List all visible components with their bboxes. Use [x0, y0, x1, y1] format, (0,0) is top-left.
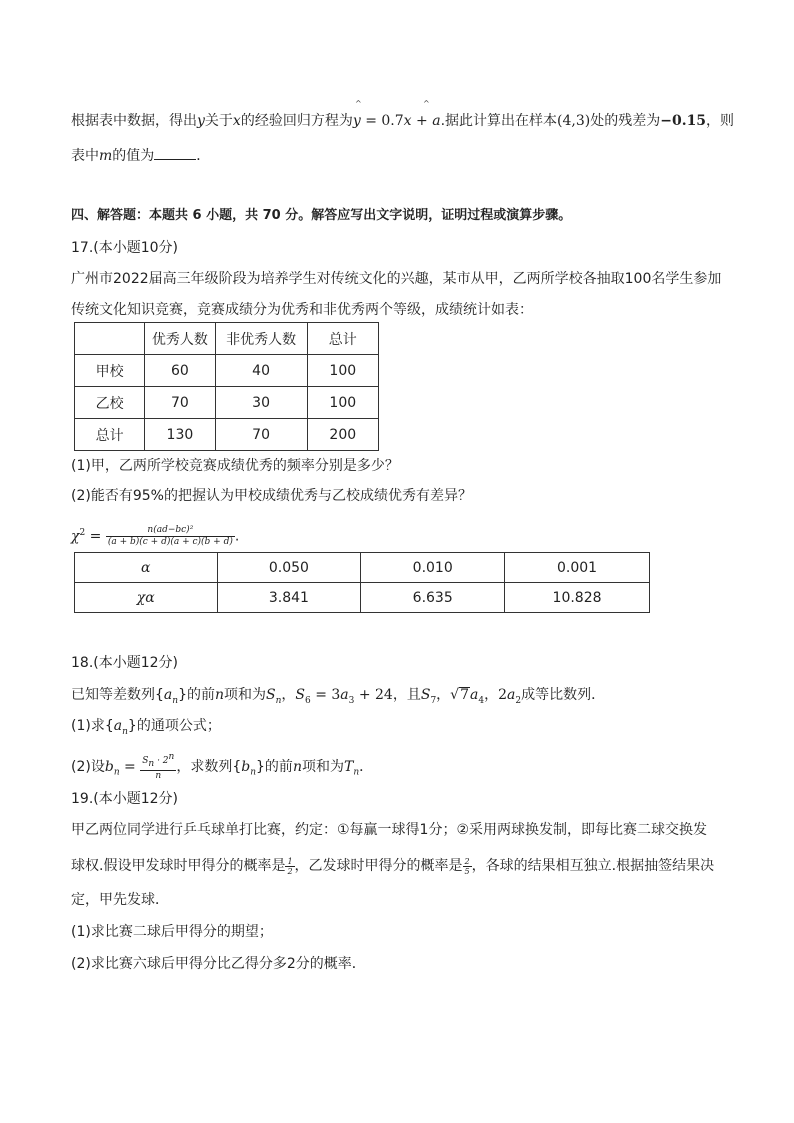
answer-blank[interactable]	[154, 145, 196, 160]
score-table	[74, 322, 379, 451]
table-cell: 100	[307, 387, 378, 419]
table-cell: 60	[145, 355, 215, 387]
table-row	[75, 583, 650, 613]
table-cell: 0.050	[217, 553, 361, 583]
table-header-cell: 优秀人数	[145, 323, 215, 355]
table-header-cell	[75, 323, 145, 355]
table-row	[75, 419, 379, 451]
q19-part1: (1)求比赛二球后甲得分的期望；	[71, 924, 273, 940]
table-cell: 乙校	[75, 387, 145, 419]
q16-continuation-line1: 根据表中数据，得出y关于x的经验回归方程为y = 0.7x + a.据此计算出在样本(4,3)处的残差为−0.15，则	[71, 113, 735, 129]
table-cell: 3.841	[217, 583, 361, 613]
q17-header: 17.(本小题10分)	[71, 240, 179, 256]
table-row	[75, 355, 379, 387]
chi-square-formula: $\chi^2$ = $\frac{\text{n(ad−bc)²}}{(a + b)(c + d)(a + c)(b + d)}$ .	[71, 525, 240, 548]
q16-continuation-line2: 表中m的值为 ．	[71, 145, 210, 166]
table-cell: 0.001	[505, 553, 650, 583]
table-header-cell: 总计	[307, 323, 378, 355]
q17-part2: (2)能否有95%的把握认为甲校成绩优秀与乙校成绩优秀有差异？	[71, 488, 472, 504]
q18-text: 已知等差数列$\{a_n\}$的前n项和为$S_n$，$S_6 = 3a_3 + 24$，且$S_7$，$√7a_4$，$2a_2$成等比数列．	[71, 687, 606, 706]
q18-part2: (2)设$b_n$ = $\frac{S_n \cdot 2^n}{n}$ ，求数列$\{b_n\}$的前n项和为$T_n$．	[71, 752, 374, 781]
table-cell: 100	[307, 355, 378, 387]
q17-text: 传统文化知识竞赛，竞赛成绩分为优秀和非优秀两个等级，成绩统计如表：	[71, 302, 533, 318]
hat-mark: ^	[423, 99, 430, 108]
table-cell: χα	[75, 583, 218, 613]
table-cell: 甲校	[75, 355, 145, 387]
table-cell: 30	[215, 387, 307, 419]
q19-header: 19.(本小题12分)	[71, 791, 179, 807]
table-cell: 0.010	[361, 553, 505, 583]
critical-value-table	[74, 552, 650, 613]
table-cell: 总计	[75, 419, 145, 451]
table-cell: 70	[215, 419, 307, 451]
table-cell: 130	[145, 419, 215, 451]
table-cell: 6.635	[361, 583, 505, 613]
q19-part2: (2)求比赛六球后甲得分比乙得分多2分的概率．	[71, 956, 366, 972]
q17-text: 广州市2022届高三年级阶段为培养学生对传统文化的兴趣，某市从甲，乙两所学校各抽取100名学生参加	[71, 271, 722, 287]
table-row	[75, 387, 379, 419]
q17-part1: (1)甲，乙两所学校竞赛成绩优秀的频率分别是多少？	[71, 458, 399, 474]
section-title: 四、解答题：本题共 6 小题，共 70 分。解答应写出文字说明，证明过程或演算步骤。	[71, 208, 572, 223]
table-cell: α	[75, 553, 218, 583]
table-cell: 200	[307, 419, 378, 451]
q19-text: 甲乙两位同学进行乒乓球单打比赛，约定：①每赢一球得1分；②采用两球换发制，即每比赛二球交换发	[71, 822, 708, 838]
table-row	[75, 553, 650, 583]
q18-part1: (1)求$\{a_n\}$的通项公式；	[71, 718, 221, 737]
table-cell: 70	[145, 387, 215, 419]
hat-mark: ^	[355, 99, 362, 108]
q19-text: 球权.假设甲发球时甲得分的概率是 $\frac{1}{2}$ ，乙发球时甲得分的概率是 $\frac{2}{5}$ ，各球的结果相互独立.根据抽签结果决	[71, 856, 715, 876]
table-cell: 10.828	[505, 583, 650, 613]
q18-header: 18.(本小题12分)	[71, 655, 179, 671]
table-cell: 40	[215, 355, 307, 387]
q19-text: 定，甲先发球．	[71, 892, 169, 908]
table-header-cell: 非优秀人数	[215, 323, 307, 355]
